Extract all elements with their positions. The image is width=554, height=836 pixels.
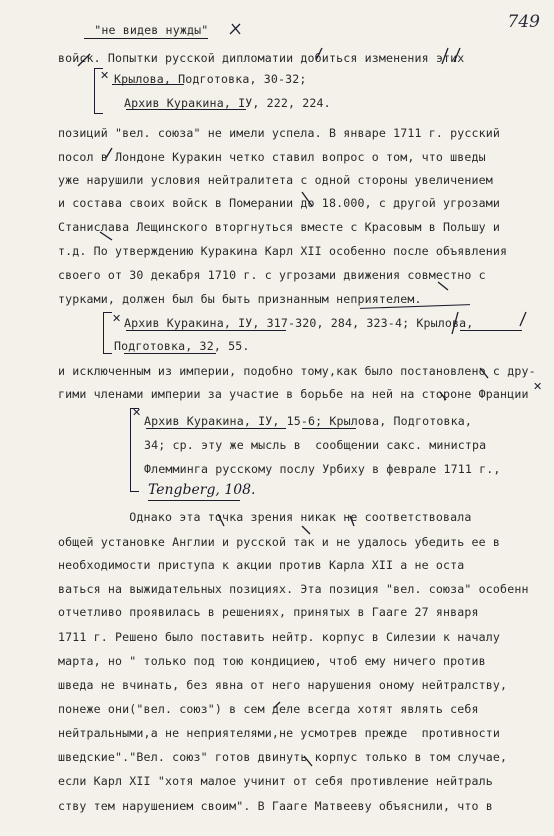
underline bbox=[112, 84, 184, 85]
text-line: позиций "вел. союза" не имели успела. В январе 1711 г. русский bbox=[58, 126, 501, 140]
footnote-bracket bbox=[130, 408, 131, 492]
x-mark-icon: ✕ bbox=[100, 69, 110, 82]
text-line: ству тем нарушением своим". В Гааге Матвееву объяснили, что в bbox=[58, 799, 493, 813]
text-line: необходимости приступа к акции против Карла XII а не оста bbox=[58, 558, 465, 572]
footnote-line: Архив Куракина, IУ, 317-320, 284, 323-4; Крылова, bbox=[124, 316, 474, 330]
underline bbox=[84, 38, 208, 39]
handwritten-insert-quote: "не видев нужды" bbox=[80, 23, 209, 37]
underline bbox=[124, 353, 216, 354]
page-number: 749 bbox=[507, 12, 540, 32]
text-line: Однако эта точка зрения никак не соответствовала bbox=[58, 510, 472, 524]
text-line: уже нарушили условия нейтралитета с одной стороны увеличением bbox=[58, 173, 493, 187]
text-line: и исключенным из империи, подобно тому,как было постановлено с дру- bbox=[58, 364, 536, 378]
text-line: марта, но " только под тою кондициею, чтоб ему ничего против bbox=[58, 654, 486, 668]
footnote-line: Флемминга русскому послу Урбиху в феврале 1711 г., bbox=[144, 462, 501, 476]
footnote-line: 34; ср. эту же мысль в сообщении сакс. министра bbox=[144, 438, 487, 452]
underline bbox=[146, 428, 286, 429]
text-line: ваться на выжидательных позициях. Эта позиция "вел. союза" особенн bbox=[58, 582, 529, 596]
text-line: 1711 г. Решено было поставить нейтр. корпус в Силезии к началу bbox=[58, 630, 501, 644]
underline bbox=[126, 330, 286, 331]
text-line: т.д. По утверждению Куракина Карл XII особенно после объявления bbox=[58, 244, 508, 258]
footnote-line: Архив Куракина, IУ, 15-6; Крылова, Подготовка, bbox=[144, 414, 472, 428]
text-line: своего от 30 декабря 1710 г. с угрозами движения совместно с bbox=[58, 268, 486, 282]
footnote-line: Подготовка, 32, 55. bbox=[114, 339, 250, 353]
text-line: общей установке Англии и русской так и не удалось убедить ее в bbox=[58, 535, 501, 549]
text-line: гими членами империи за участие в борьбе на ней на стороне Франции bbox=[58, 387, 529, 401]
text-line: войск. Попытки русской дипломатии добиться изменения этих bbox=[58, 51, 465, 65]
text-line: отчетливо проявилась в решениях, принятых в Гааге 27 января bbox=[58, 605, 479, 619]
x-mark-icon: ✕ bbox=[533, 380, 543, 393]
text-line: если Карл XII "хотя малое учинит от себя противление нейтраль bbox=[58, 774, 493, 788]
underline bbox=[148, 500, 240, 501]
footnote-bracket bbox=[94, 68, 95, 114]
x-mark-icon: ✕ bbox=[132, 406, 142, 419]
handwritten-tengberg: Tengberg, 108. bbox=[148, 482, 256, 498]
footnote-line: Архив Куракина, IУ, 222, 224. bbox=[124, 96, 331, 110]
text-line: посол в Лондоне Куракин четко ставил вопрос о том, что шведы bbox=[58, 150, 486, 164]
text-line: шведские"."Вел. союз" готов двинуть корпус только в том случае, bbox=[58, 750, 508, 764]
footnote-bracket bbox=[103, 312, 104, 354]
text-line: понеже они("вел. союз") в сем деле всегда хотят являть себя bbox=[58, 702, 479, 716]
underline bbox=[460, 330, 522, 331]
underline bbox=[302, 428, 356, 429]
underline bbox=[126, 109, 246, 110]
text-line: и состава своих войск в Померании до 18.000, с другой угрозами bbox=[58, 196, 501, 210]
text-line: шведа не вчинать, без явна от него нарушения оному нейтралству, bbox=[58, 678, 508, 692]
x-mark-icon: ✕ bbox=[112, 312, 122, 325]
footnote-line: Крылова, Подготовка, 30-32; bbox=[114, 72, 307, 86]
text-line: нейтральными,а не неприятелями,не усмотрев прежде противности bbox=[58, 726, 501, 740]
text-line: турками, должен был бы быть признанным неприятелем. bbox=[58, 292, 422, 306]
text-line: Станислава Лещинского вторгнуться вместе с Красовым в Польшу и bbox=[58, 220, 501, 234]
